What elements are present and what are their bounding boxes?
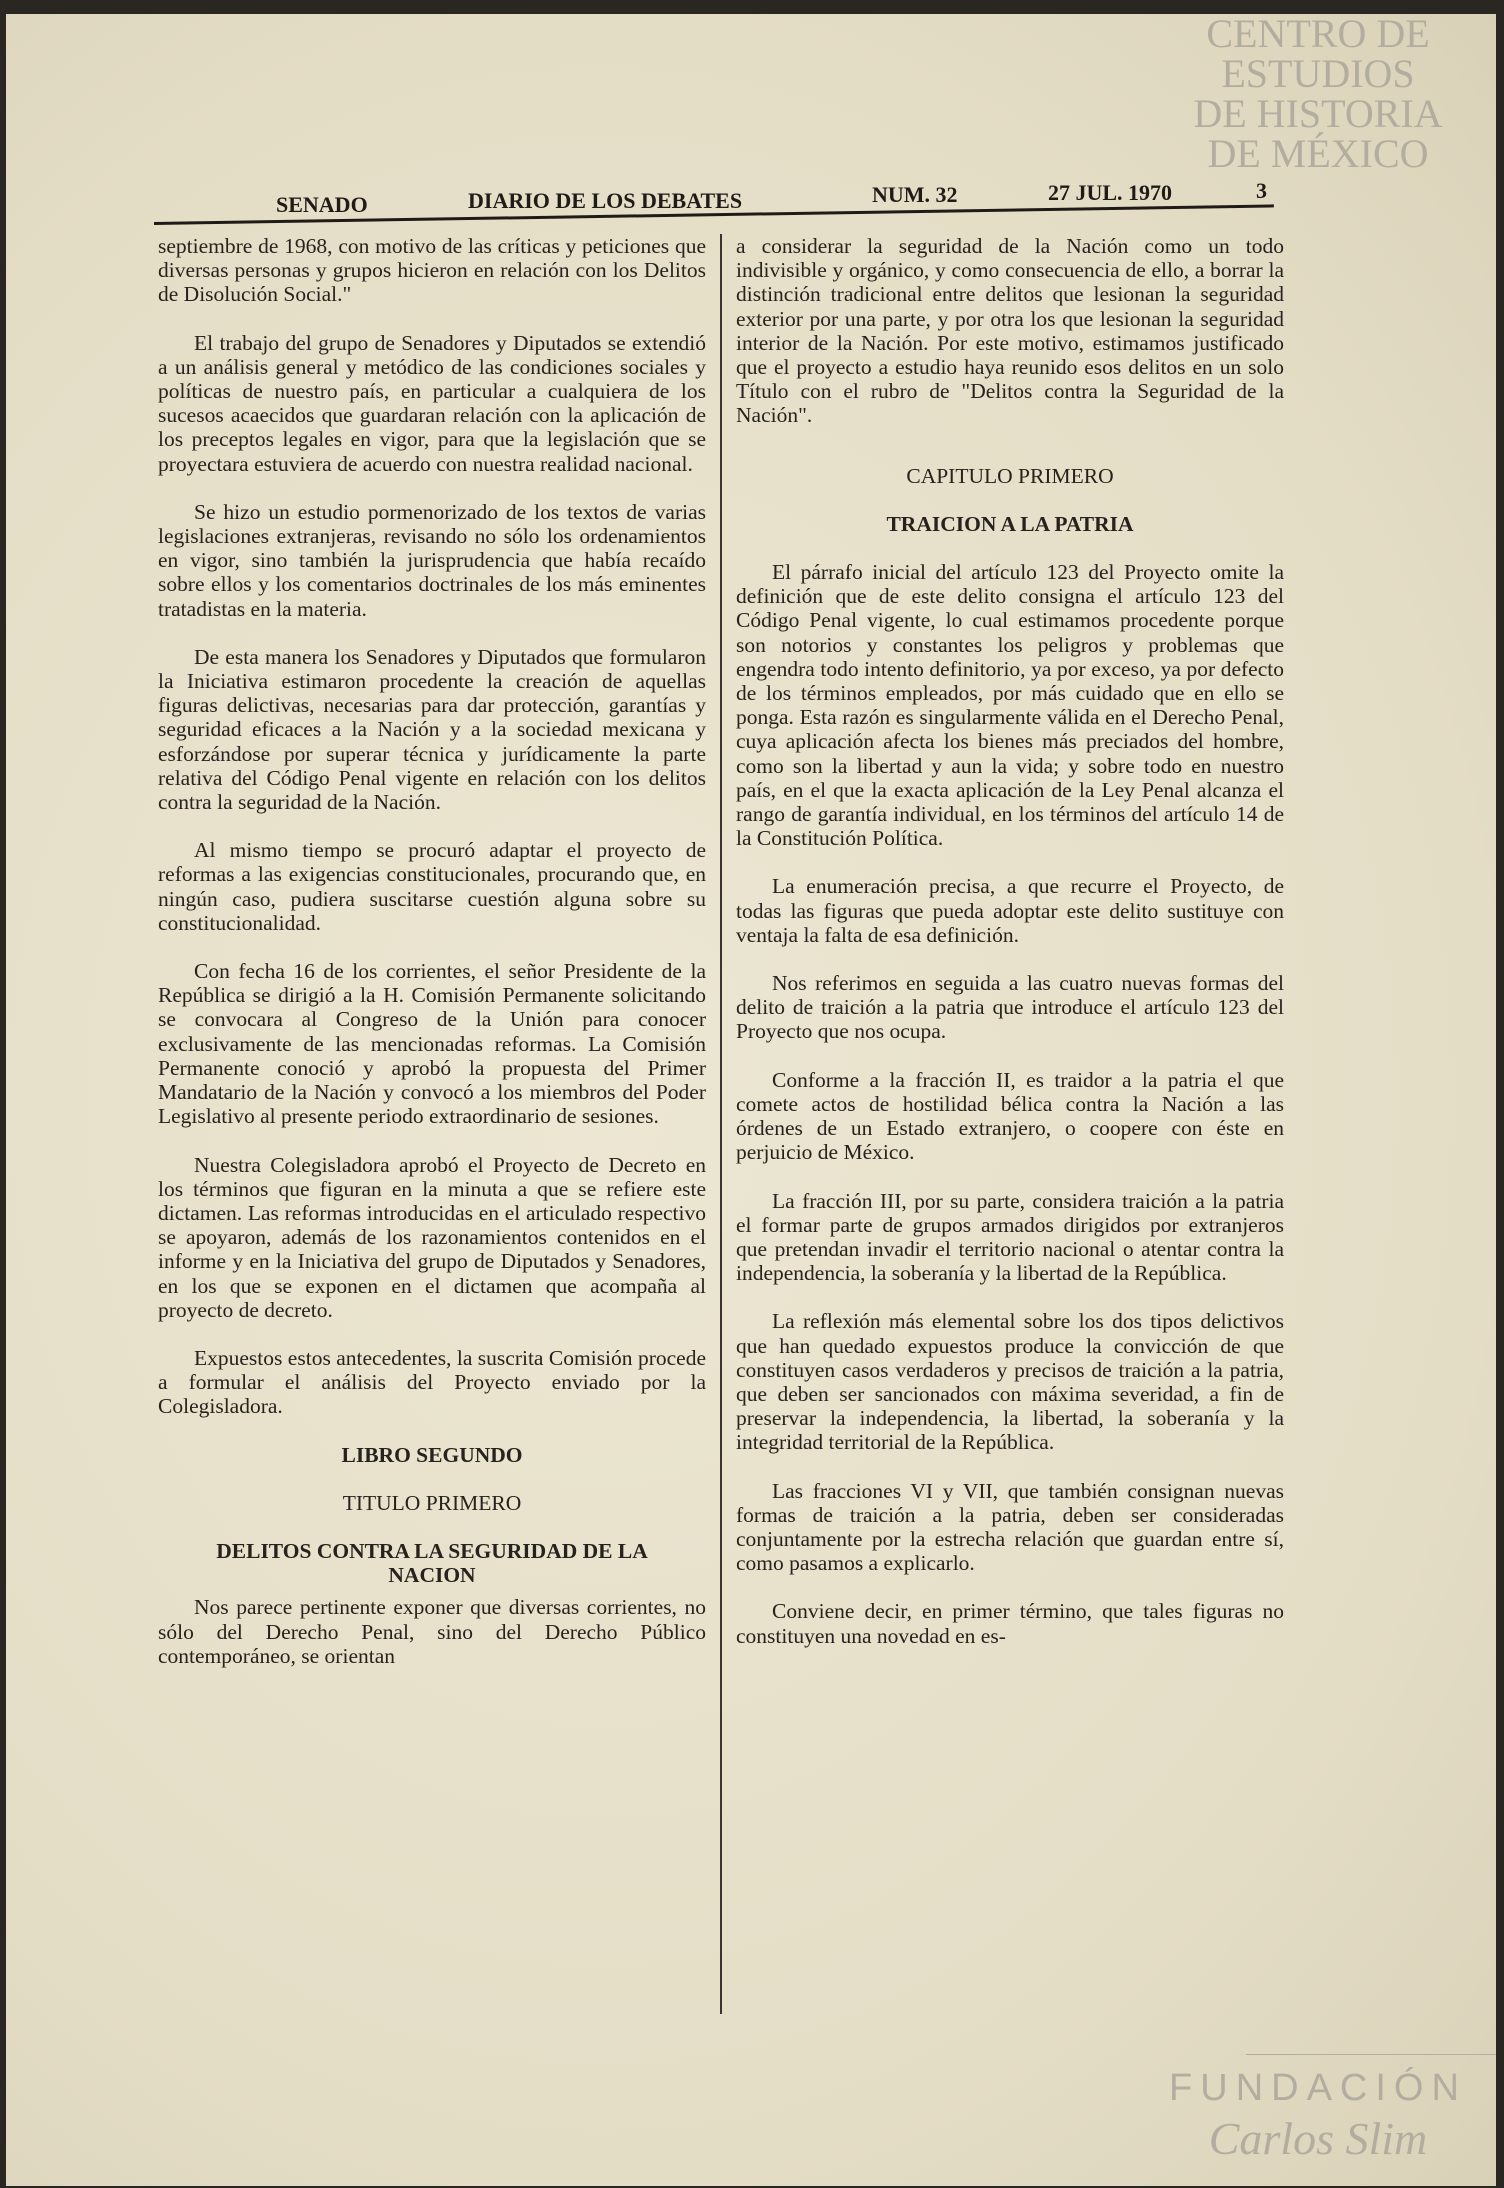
watermark-foundation-block — [1158, 2064, 1478, 2166]
paragraph: Conviene decir, en primer término, que tales figuras no constituyen una novedad en es- — [736, 1599, 1284, 1648]
header-number: NUM. 32 — [872, 182, 958, 207]
paragraph: Expuestos estos antecedentes, la suscrita Comisión procede a formular el análisis del Proyecto enviado por la Colegisladora. — [158, 1345, 706, 1419]
heading-book: LIBRO SEGUNDO — [341, 1442, 523, 1467]
paragraph: La reflexión más elemental sobre los dos tipos delictivos que han quedado expuestos produce la convicción de que constituyen casos verdaderos y precisos de traición a la patria, que deben ser sancionados con máxima severidad, a fin de preservar la independencia, la libertad, la soberanía y la integridad territorial de la República. — [736, 1309, 1284, 1455]
right-column — [736, 234, 1284, 1672]
watermark-line: ESTUDIOS — [1221, 51, 1415, 96]
paragraph: Conforme a la fracción II, es traidor a la patria el que comete actos de hostilidad bélica contra la Nación a las órdenes de un Estado extranjero, o coopere con éste en perjuicio de México. — [736, 1067, 1284, 1165]
paragraph: Nos referimos en seguida a las cuatro nuevas formas del delito de traición a la patria que introduce el artículo 123 del Proyecto que nos ocupa. — [736, 971, 1284, 1044]
watermark-line: DE HISTORIA — [1193, 91, 1443, 136]
running-header — [276, 178, 1276, 222]
paragraph: El trabajo del grupo de Senadores y Diputados se extendió a un análisis general y metódico de las condiciones sociales y políticas de nuestro país, en particular a cualquiera de los sucesos acaecidos que guardaran relación con la aplicación de los preceptos legales en vigor, para que la legislación que se proyectara estuviera de acuerdo con nuestra realidad nacional. — [158, 330, 706, 476]
header-page-number: 3 — [1256, 178, 1267, 203]
header-date: 27 JUL. 1970 — [1048, 180, 1173, 205]
paragraph: Nos parece pertinente exponer que diversas corrientes, no sólo del Derecho Penal, sino del Derecho Público contemporáneo, se orientan — [158, 1595, 706, 1668]
paragraph: Nuestra Colegisladora aprobó el Proyecto de Decreto en los términos que figuran en la minuta a que se refiere este dictamen. Las reformas introducidas en el articulado respectivo se apoyaron, además de los razonamientos contenidos en el informe y en la Iniciativa del grupo de Diputados y Senadores, en los que se exponen en el dictamen que acompaña al proyecto de decreto. — [158, 1152, 706, 1322]
watermark-foundation: FUNDACIÓN — [1169, 2067, 1467, 2109]
heading-title: TITULO PRIMERO — [342, 1490, 522, 1515]
paragraph: Con fecha 16 de los corrientes, el señor Presidente de la República se dirigió a la H. Comisión Permanente solicitando se convocara al Congreso de la Unión para conocer exclusivamente de las mencionadas reformas. La Comisión Permanente conoció y aprobó la propuesta del Primer Mandatario de la Nación y convocó a los miembros del Poder Legislativo al presente periodo extraordinario de sesiones. — [158, 959, 706, 1129]
paragraph: La enumeración precisa, a que recurre el Proyecto, de todas las figuras que pueda adoptar este delito sustituye con ventaja la falta de esa definición. — [736, 874, 1284, 947]
heading-section: DELITOS CONTRA LA SEGURIDAD DE LA NACION — [216, 1538, 648, 1588]
paragraph: Se hizo un estudio pormenorizado de los textos de varias legislaciones extranjeras, revisando no sólo los ordenamientos en vigor, sino también la jurisprudencia que había recaído sobre ellos y los comentarios doctrinales de los más eminentes tratadistas en la materia. — [158, 499, 706, 621]
paragraph: a considerar la seguridad de la Nación como un todo indivisible y orgánico, y como consecuencia de ello, a borrar la distinción tradicional entre delitos que lesionan la seguridad exterior por una parte, y por otra los que lesionan la seguridad interior de la Nación. Por este motivo, estimamos justificado que el proyecto a estudio haya reunido esos delitos en un solo Título con el rubro de "Delitos contra la Seguridad de la Nación". — [736, 234, 1284, 428]
document-page — [6, 11, 1496, 2186]
watermark-line: DE MÉXICO — [1207, 131, 1429, 176]
paragraph: El párrafo inicial del artículo 123 del Proyecto omite la definición que de este delito consigna el artículo 123 del Código Penal vigente, lo cual estimamos procedente porque son notorios y constantes los peligros y problemas que engendra todo intento definitorio, ya por exceso, ya por defecto de los términos empleados, por más cuidado que en ello se ponga. Esta razón es singularmente válida en el Derecho Penal, cuya aplicación afecta los bienes más preciados del hombre, como son la libertad y aun la vida; y sobre todo en nuestro país, en el que la exacta aplicación de la Ley Penal alcanza el rango de garantía individual, en los términos del artículo 14 de la Constitución Política. — [736, 560, 1284, 851]
column-divider — [720, 234, 722, 2014]
header-chamber: SENADO — [276, 192, 368, 217]
paragraph: septiembre de 1968, con motivo de las críticas y peticiones que diversas personas y grupos hicieron en relación con los Delitos de Disolución Social." — [158, 234, 706, 307]
paragraph: De esta manera los Senadores y Diputados que formularon la Iniciativa estimaron procedente la creación de aquellas figuras delictivas, necesarias para dar protección, garantías y seguridad eficaces a la Nación y a la sociedad mexicana y esforzándose por superar técnica y jurídicamente la parte relativa del Código Penal vigente en relación con los delitos contra la seguridad de la Nación. — [158, 644, 706, 815]
paragraph: Las fracciones VI y VII, que también consignan nuevas formas de traición a la patria, deben ser consideradas conjuntamente por la estrecha relación que guardan entre sí, como pasamos a explicarlo. — [736, 1478, 1284, 1576]
heading-section: TRAICION A LA PATRIA — [886, 511, 1134, 536]
left-column — [158, 234, 706, 1692]
watermark-line: CENTRO DE — [1206, 11, 1430, 56]
watermark-divider — [1246, 2054, 1496, 2055]
paragraph: La fracción III, por su parte, considera traición a la patria el formar parte de grupos armados dirigidos por extranjeros que pretendan invadir el territorio nacional o atentar contra la independencia, la soberanía y la libertad de la República. — [736, 1188, 1284, 1286]
watermark-signature: Carlos Slim — [1208, 2113, 1428, 2164]
header-publication: DIARIO DE LOS DEBATES — [468, 188, 743, 213]
watermark — [1158, 11, 1478, 176]
paragraph: Al mismo tiempo se procuró adaptar el proyecto de reformas a las exigencias constitucionales, procurando que, en ningún caso, pudiera suscitarse cuestión alguna sobre su constitucionalidad. — [158, 838, 706, 935]
heading-chapter: CAPITULO PRIMERO — [906, 463, 1114, 488]
